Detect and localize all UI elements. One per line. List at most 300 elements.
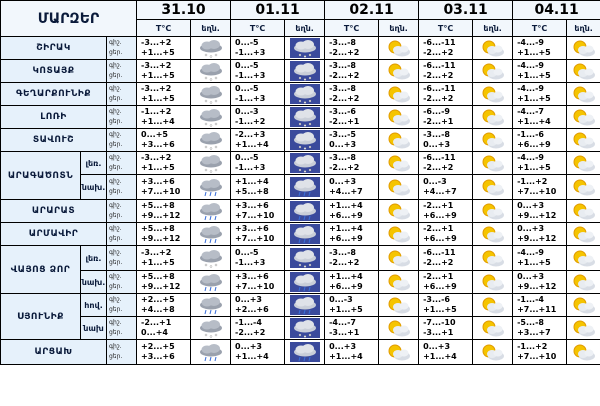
temperature-cell	[419, 294, 473, 317]
cloud-snow-icon	[285, 130, 324, 150]
night-temp: -6...-9	[423, 107, 450, 116]
partly-cloudy-icon	[473, 342, 512, 362]
day-temp: +1...+5	[517, 163, 551, 172]
weather-cell	[379, 200, 419, 223]
weather-cell	[285, 106, 325, 129]
subregion-label: հով.	[81, 294, 107, 317]
temperature-cell	[325, 271, 379, 294]
weather-cell	[473, 294, 513, 317]
period-labels	[107, 200, 137, 223]
temperature-cell	[513, 271, 567, 294]
day-temp: -2...+2	[329, 258, 360, 267]
day-temp: +1...+4	[141, 117, 175, 126]
temperature-cell	[325, 340, 379, 365]
temperature-cell	[325, 317, 379, 340]
day-temp: 0...+4	[141, 328, 168, 337]
cloud-snow-icon	[285, 38, 324, 58]
weather-cell	[379, 106, 419, 129]
temp-col-header: T°C	[231, 20, 285, 37]
partly-cloudy-icon	[379, 248, 418, 268]
temperature-cell	[419, 271, 473, 294]
cloud-snow-icon	[285, 248, 324, 268]
day-temp: +1...+5	[141, 163, 175, 172]
cloud-rain-icon	[191, 295, 230, 315]
region-name: ԱՐՑԱԽ	[1, 340, 107, 365]
temperature-cell	[419, 129, 473, 152]
night-temp: -4...-9	[517, 84, 544, 93]
weather-cell	[473, 271, 513, 294]
night-temp: 0...+3	[329, 342, 357, 351]
weather-cell	[285, 294, 325, 317]
weather-cell	[191, 246, 231, 271]
night-temp: -3...-8	[329, 248, 356, 257]
weather-col-header: եղն.	[473, 20, 513, 37]
weather-cell	[379, 340, 419, 365]
regions-header: ՄԱՐԶԵՐ	[1, 1, 137, 37]
temperature-cell	[325, 175, 379, 200]
night-temp: -3...-8	[329, 84, 356, 93]
temp-col-header: T°C	[419, 20, 473, 37]
night-label: գիշ.	[109, 343, 122, 350]
day-temp: -2...+2	[329, 94, 360, 103]
night-temp: -1...+2	[141, 107, 172, 116]
day-temp: -2...+2	[423, 48, 454, 57]
day-temp: -1...+2	[235, 117, 266, 126]
partly-cloudy-icon	[473, 272, 512, 292]
region-name: ՏԱՎՈՒՇ	[1, 129, 107, 152]
day-label: ցեր.	[109, 353, 123, 360]
weather-cell	[567, 294, 600, 317]
partly-cloudy-icon	[379, 224, 418, 244]
weather-cell	[567, 152, 600, 175]
region-row	[1, 175, 600, 200]
day-label: ցեր.	[109, 259, 123, 266]
night-temp: -3...-6	[423, 295, 450, 304]
day-temp: +1...+4	[235, 352, 269, 361]
day-temp: +1...+5	[517, 258, 551, 267]
partly-cloudy-icon	[379, 153, 418, 173]
night-temp: +3...+6	[235, 224, 269, 233]
weather-col-header: եղն.	[191, 20, 231, 37]
weather-col-header: եղն.	[285, 20, 325, 37]
day-temp: +1...+4	[235, 140, 269, 149]
day-temp: +1...+5	[423, 305, 457, 314]
weather-cell	[191, 340, 231, 365]
period-labels	[107, 83, 137, 106]
day-label: ցեր.	[109, 95, 123, 102]
temperature-cell	[137, 271, 191, 294]
night-label: գիշ.	[109, 249, 122, 256]
day-temp: -1...+3	[235, 48, 266, 57]
period-labels	[107, 152, 137, 175]
weather-cell	[567, 200, 600, 223]
partly-cloudy-icon	[473, 295, 512, 315]
day-temp: 0...+3	[329, 140, 357, 149]
cloud-rain-icon	[191, 177, 230, 197]
temp-col-header: T°C	[325, 20, 379, 37]
temperature-cell	[231, 60, 285, 83]
partly-cloudy-icon	[379, 38, 418, 58]
weather-cell	[567, 37, 600, 60]
day-temp: +5...+8	[235, 187, 269, 196]
weather-cell	[567, 129, 600, 152]
period-labels	[107, 60, 137, 83]
day-temp: -2...+2	[423, 163, 454, 172]
temperature-cell	[513, 317, 567, 340]
partly-cloudy-icon	[473, 177, 512, 197]
temperature-cell	[513, 60, 567, 83]
weather-cell	[567, 223, 600, 246]
day-temp: -2...+1	[423, 117, 454, 126]
cloud-snow-icon	[191, 107, 230, 127]
temperature-cell	[325, 223, 379, 246]
subregion-label: նախ.	[81, 175, 107, 200]
temperature-cell	[513, 200, 567, 223]
weather-cell	[191, 317, 231, 340]
night-temp: -3...+2	[141, 38, 172, 47]
temperature-cell	[137, 37, 191, 60]
weather-cell	[473, 340, 513, 365]
partly-cloudy-icon	[567, 342, 600, 362]
day-label: ցեր.	[109, 212, 123, 219]
period-labels	[107, 223, 137, 246]
day-temp: -2...+2	[235, 328, 266, 337]
weather-cell	[567, 175, 600, 200]
weather-cell	[379, 294, 419, 317]
partly-cloudy-icon	[473, 318, 512, 338]
region-row	[1, 271, 600, 294]
temperature-cell	[419, 223, 473, 246]
partly-cloudy-icon	[567, 272, 600, 292]
temperature-cell	[231, 317, 285, 340]
night-temp: -6...-11	[423, 38, 456, 47]
day-temp: +9...+12	[141, 282, 181, 291]
night-temp: -3...-8	[329, 61, 356, 70]
temperature-cell	[325, 60, 379, 83]
day-temp: +6...+9	[329, 234, 363, 243]
temp-col-header: T°C	[137, 20, 191, 37]
night-temp: -5...-8	[517, 318, 544, 327]
temperature-cell	[137, 106, 191, 129]
weather-cell	[379, 83, 419, 106]
weather-cell	[379, 152, 419, 175]
region-name: ՍՅՈՒՆԻՔ	[1, 294, 81, 340]
partly-cloudy-icon	[379, 295, 418, 315]
day-temp: +7...+10	[141, 187, 181, 196]
day-temp: +2...+6	[235, 305, 269, 314]
temperature-cell	[137, 223, 191, 246]
day-temp: +3...+7	[517, 328, 551, 337]
night-temp: 0...+3	[329, 177, 357, 186]
day-temp: +1...+4	[517, 117, 551, 126]
region-name: ԱՐՄԱՎԻՐ	[1, 223, 107, 246]
weather-cell	[191, 129, 231, 152]
cloud-rain-icon	[191, 342, 230, 362]
night-temp: -2...+1	[141, 318, 172, 327]
weather-cell	[191, 200, 231, 223]
weather-cell	[191, 175, 231, 200]
temperature-cell	[419, 83, 473, 106]
day-label: ցեր.	[109, 72, 123, 79]
day-temp: -3...+1	[423, 328, 454, 337]
weather-cell	[473, 317, 513, 340]
period-labels	[107, 175, 137, 200]
region-name: ԿՈՏԱՅՔ	[1, 60, 107, 83]
day-label: ցեր.	[109, 49, 123, 56]
night-temp: -6...-11	[423, 153, 456, 162]
partly-cloudy-icon	[473, 84, 512, 104]
temperature-cell	[325, 246, 379, 271]
period-labels	[107, 340, 137, 365]
day-temp: +7...+10	[235, 211, 275, 220]
weather-cell	[285, 152, 325, 175]
weather-cell	[567, 60, 600, 83]
day-temp: -2...+2	[329, 163, 360, 172]
day-temp: +4...+7	[423, 187, 457, 196]
partly-cloudy-icon	[473, 130, 512, 150]
cloud-snow-icon	[191, 248, 230, 268]
partly-cloudy-icon	[473, 61, 512, 81]
weather-cell	[567, 271, 600, 294]
cloud-snow-icon	[285, 61, 324, 81]
cloud-rain-icon	[285, 272, 324, 292]
weather-cell	[285, 271, 325, 294]
weather-cell	[379, 37, 419, 60]
night-temp: +5...+8	[141, 272, 175, 281]
temperature-cell	[513, 246, 567, 271]
temperature-cell	[513, 294, 567, 317]
partly-cloudy-icon	[379, 177, 418, 197]
cloud-rain-icon	[191, 224, 230, 244]
day-temp: +1...+5	[141, 48, 175, 57]
weather-cell	[191, 223, 231, 246]
temperature-cell	[513, 106, 567, 129]
day-temp: -1...+3	[235, 94, 266, 103]
partly-cloudy-icon	[567, 201, 600, 221]
night-temp: -6...-11	[423, 61, 456, 70]
weather-cell	[473, 60, 513, 83]
night-temp: -3...-8	[423, 130, 450, 139]
night-label: գիշ.	[109, 273, 122, 280]
temperature-cell	[137, 317, 191, 340]
day-temp: -2...+2	[423, 258, 454, 267]
temperature-cell	[231, 340, 285, 365]
day-temp: -1...+3	[235, 163, 266, 172]
partly-cloudy-icon	[473, 248, 512, 268]
temperature-cell	[419, 175, 473, 200]
night-temp: -7...-10	[423, 318, 456, 327]
weather-cell	[473, 200, 513, 223]
temperature-cell	[325, 83, 379, 106]
region-row	[1, 223, 600, 246]
night-temp: 0...-3	[235, 107, 259, 116]
partly-cloudy-icon	[567, 318, 600, 338]
night-temp: 0...+3	[235, 342, 262, 351]
date-header-5: 04.11	[513, 1, 600, 20]
night-temp: -4...-9	[517, 153, 544, 162]
partly-cloudy-icon	[567, 177, 600, 197]
day-temp: -1...+3	[235, 258, 266, 267]
night-temp: -3...-8	[329, 38, 356, 47]
partly-cloudy-icon	[567, 248, 600, 268]
day-temp: +6...+9	[423, 211, 457, 220]
weather-cell	[379, 271, 419, 294]
partly-cloudy-icon	[567, 84, 600, 104]
night-label: գիշ.	[109, 85, 122, 92]
night-temp: -2...+1	[423, 224, 454, 233]
night-temp: 0...-3	[423, 177, 447, 186]
night-label: գիշ.	[109, 131, 122, 138]
partly-cloudy-icon	[379, 272, 418, 292]
temperature-cell	[137, 60, 191, 83]
cloud-snow-icon	[285, 153, 324, 173]
day-temp: +3...+6	[141, 352, 175, 361]
night-temp: +5...+8	[141, 201, 175, 210]
day-label: ցեր.	[109, 118, 123, 125]
day-label: ցեր.	[109, 283, 123, 290]
day-temp: -2...+2	[329, 48, 360, 57]
cloud-snow-icon	[191, 153, 230, 173]
day-temp: +7...+10	[517, 352, 557, 361]
region-row	[1, 106, 600, 129]
night-temp: 0...+5	[141, 130, 168, 139]
temperature-cell	[137, 246, 191, 271]
temperature-cell	[513, 152, 567, 175]
date-header-4: 03.11	[419, 1, 513, 20]
cloud-snow-icon	[191, 61, 230, 81]
temperature-cell	[231, 83, 285, 106]
night-temp: -2...+3	[235, 130, 266, 139]
weather-cell	[567, 83, 600, 106]
temperature-cell	[231, 129, 285, 152]
night-temp: +1...+4	[329, 272, 363, 281]
region-name: ԱՐԱՐԱՏ	[1, 200, 107, 223]
night-temp: 0...+3	[423, 342, 451, 351]
period-labels	[107, 37, 137, 60]
partly-cloudy-icon	[567, 153, 600, 173]
night-temp: +1...+4	[235, 177, 269, 186]
weather-cell	[473, 246, 513, 271]
weather-cell	[191, 37, 231, 60]
night-temp: -4...-7	[517, 107, 544, 116]
weather-cell	[285, 60, 325, 83]
weather-cell	[379, 60, 419, 83]
night-temp: -3...+2	[141, 61, 172, 70]
day-temp: +1...+5	[329, 305, 363, 314]
night-temp: +2...+5	[141, 295, 175, 304]
partly-cloudy-icon	[379, 201, 418, 221]
period-labels	[107, 246, 137, 271]
weather-cell	[379, 223, 419, 246]
weather-cell	[191, 271, 231, 294]
night-temp: +3...+6	[141, 177, 175, 186]
region-row	[1, 152, 600, 175]
night-temp: +1...+4	[329, 224, 363, 233]
day-temp: +6...+9	[423, 282, 457, 291]
temperature-cell	[325, 129, 379, 152]
day-temp: +9...+12	[141, 234, 181, 243]
cloud-rain-icon	[285, 177, 324, 197]
weather-cell	[379, 129, 419, 152]
night-temp: 0...+3	[517, 272, 545, 281]
partly-cloudy-icon	[567, 61, 600, 81]
temperature-cell	[137, 83, 191, 106]
temperature-cell	[325, 200, 379, 223]
weather-cell	[285, 37, 325, 60]
weather-cell	[285, 175, 325, 200]
weather-cell	[191, 152, 231, 175]
temperature-cell	[419, 106, 473, 129]
night-label: գիշ.	[109, 296, 122, 303]
date-header-2: 01.11	[231, 1, 325, 20]
temperature-cell	[137, 294, 191, 317]
partly-cloudy-icon	[567, 130, 600, 150]
night-temp: 0...+3	[517, 201, 545, 210]
period-labels	[107, 317, 137, 340]
temperature-cell	[513, 340, 567, 365]
day-temp: -2...+2	[329, 71, 360, 80]
day-label: ցեր.	[109, 141, 123, 148]
region-name: ԱՐԱԳԱԾՈՏՆ	[1, 152, 81, 200]
cloud-rain-icon	[285, 224, 324, 244]
night-temp: 0...-5	[235, 248, 259, 257]
weather-cell	[191, 60, 231, 83]
day-temp: +6...+9	[329, 282, 363, 291]
night-temp: -1...-6	[517, 130, 544, 139]
weather-cell	[473, 106, 513, 129]
night-temp: -1...-4	[235, 318, 262, 327]
partly-cloudy-icon	[567, 295, 600, 315]
temperature-cell	[419, 37, 473, 60]
region-row	[1, 317, 600, 340]
region-name: ԼՈՌԻ	[1, 106, 107, 129]
night-temp: -4...-9	[517, 61, 544, 70]
cloud-snow-icon	[191, 84, 230, 104]
temperature-cell	[325, 152, 379, 175]
night-temp: -4...-7	[329, 318, 356, 327]
night-temp: 0...+3	[235, 295, 262, 304]
temperature-cell	[231, 246, 285, 271]
temperature-cell	[325, 294, 379, 317]
weather-cell	[285, 223, 325, 246]
region-row	[1, 37, 600, 60]
weather-cell	[285, 246, 325, 271]
cloud-rain-icon	[285, 201, 324, 221]
temperature-cell	[231, 37, 285, 60]
day-temp: 0...+3	[423, 140, 451, 149]
day-temp: +3...+6	[141, 140, 175, 149]
day-temp: +1...+5	[517, 71, 551, 80]
weather-cell	[285, 83, 325, 106]
date-header-3: 02.11	[325, 1, 419, 20]
night-temp: +3...+6	[235, 272, 269, 281]
partly-cloudy-icon	[379, 130, 418, 150]
cloud-rain-icon	[285, 342, 324, 362]
day-temp: +1...+5	[517, 48, 551, 57]
cloud-snow-icon	[191, 38, 230, 58]
weather-cell	[285, 129, 325, 152]
temperature-cell	[231, 271, 285, 294]
day-temp: +9...+12	[517, 211, 557, 220]
day-label: ցեր.	[109, 164, 123, 171]
cloud-rain-icon	[191, 272, 230, 292]
cloud-rain-icon	[191, 201, 230, 221]
region-row	[1, 200, 600, 223]
night-label: գիշ.	[109, 154, 122, 161]
night-temp: -2...+1	[423, 272, 454, 281]
day-temp: -2...+2	[423, 94, 454, 103]
day-temp: +6...+9	[329, 211, 363, 220]
